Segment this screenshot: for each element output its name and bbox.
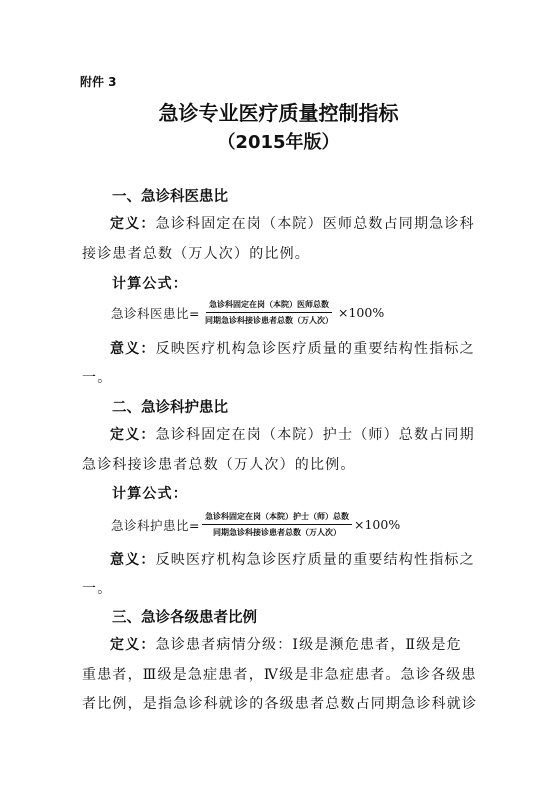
formula-right: ×100% [337, 305, 385, 320]
definition-text-cont: 接诊患者总数（万人次）的比例。 [82, 246, 310, 262]
definition-text-cont: 者比例，是指急诊科就诊的各级患者总数占同期急诊科就诊 [82, 696, 478, 712]
document-title: 急诊专业医疗质量控制指标 [158, 101, 399, 125]
formula [111, 511, 400, 538]
definition-label: 定义： [110, 216, 156, 232]
definition-line [110, 213, 475, 233]
formula-left: 急诊科护患比= [111, 517, 200, 533]
calc-label: 计算公式： [112, 276, 188, 292]
section-heading: 一、急诊科医患比 [112, 189, 228, 205]
significance-text-cont: 一。 [82, 581, 113, 597]
formula-left: 急诊科医患比= [111, 305, 200, 321]
significance-line [110, 338, 475, 358]
formula-numerator: 急诊科固定在岗（本院）医师总数 [206, 299, 332, 313]
document-subtitle: （2015年版） [217, 132, 340, 153]
formula-numerator: 急诊科固定在岗（本院）护士（师）总数 [202, 511, 352, 525]
formula-right: ×100% [353, 517, 401, 532]
section-heading: 三、急诊各级患者比例 [112, 610, 257, 626]
calc-label: 计算公式： [112, 486, 188, 502]
definition-label: 定义： [110, 427, 156, 443]
formula-denominator: 同期急诊科接诊患者总数（万人次） [204, 315, 333, 325]
definition-line [110, 634, 462, 654]
formula-denominator: 同期急诊科接诊患者总数（万人次） [212, 527, 341, 537]
formula-fraction [202, 511, 352, 538]
definition-text-cont: 重患者，Ⅲ级是急症患者，Ⅳ级是非急症患者。急诊各级患 [82, 667, 477, 683]
definition-label: 定义： [110, 637, 156, 653]
significance-text-cont: 一。 [82, 370, 113, 386]
formula-fraction [202, 299, 336, 326]
attachment-label: 附件 3 [80, 75, 117, 89]
significance-label: 意义： [110, 552, 156, 568]
significance-text: 反映医疗机构急诊医疗质量的重要结构性指标之 [155, 552, 475, 568]
definition-text-cont: 急诊科接诊患者总数（万人次）的比例。 [82, 457, 356, 473]
significance-text: 反映医疗机构急诊医疗质量的重要结构性指标之 [155, 341, 475, 357]
section-heading: 二、急诊科护患比 [112, 400, 228, 416]
definition-line [110, 424, 475, 444]
definition-text: 急诊科固定在岗（本院）医师总数占同期急诊科 [155, 216, 475, 232]
significance-label: 意义： [110, 341, 156, 357]
definition-text: 急诊患者病情分级：Ⅰ级是濒危患者，Ⅱ级是危 [155, 637, 462, 653]
formula [111, 299, 384, 326]
significance-line [110, 549, 475, 569]
definition-text: 急诊科固定在岗（本院）护士（师）总数占同期 [155, 427, 475, 443]
